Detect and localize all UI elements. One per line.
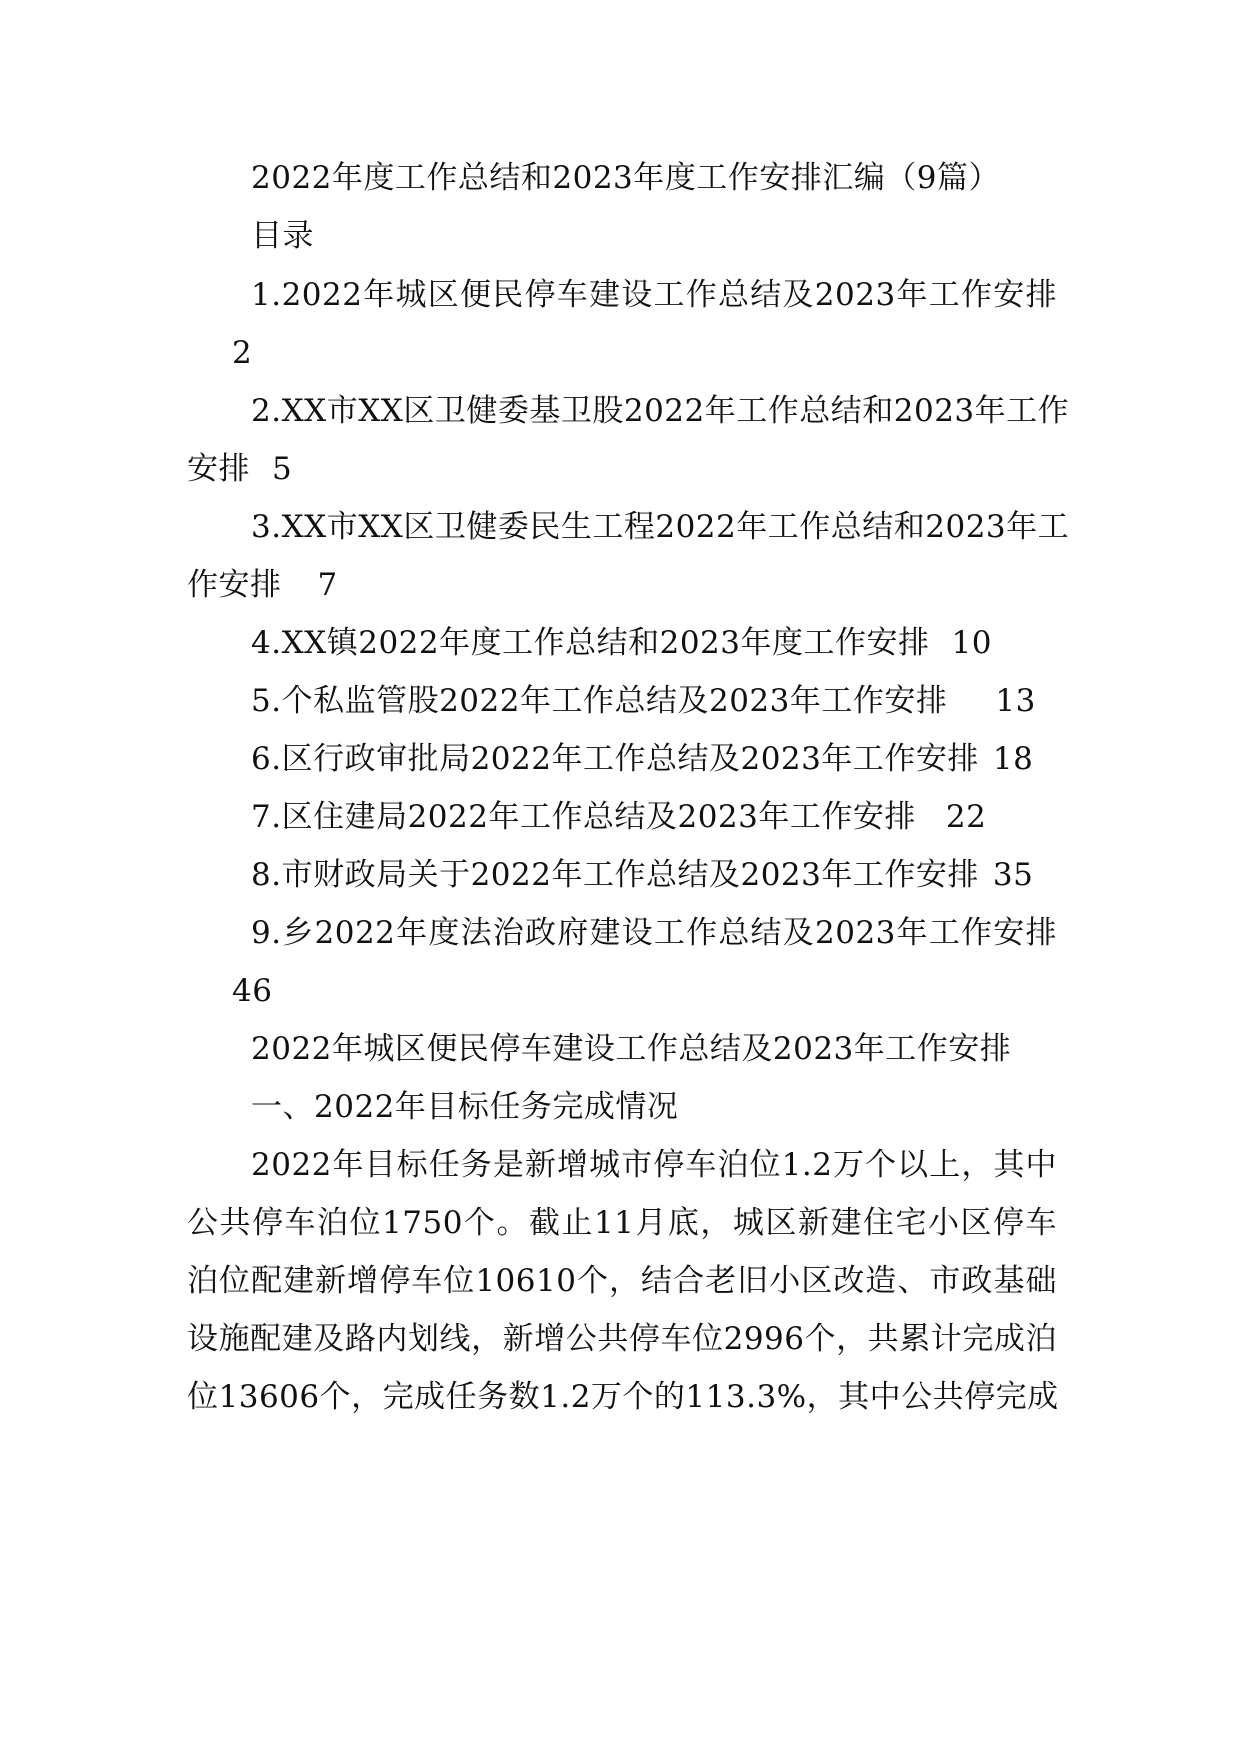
toc-entry-3-continuation[interactable]	[187, 565, 338, 605]
toc-entry-text: 7.区住建局2022年工作总结及2023年工作安排	[251, 799, 916, 835]
document-title: 2022年度工作总结和2023年度工作安排汇编（9篇）	[251, 160, 1001, 196]
toc-entry-text: 6.区行政审批局2022年工作总结及2023年工作安排	[251, 741, 979, 777]
toc-entry-7[interactable]	[251, 797, 986, 837]
toc-entry-8[interactable]	[251, 855, 1033, 895]
toc-entry-1[interactable]: 1.2022年城区便民停车建设工作总结及2023年工作安排	[251, 277, 1057, 313]
toc-entry-text: 5.个私监管股2022年工作总结及2023年工作安排	[251, 683, 948, 719]
toc-page-number: 46	[232, 973, 273, 1009]
section-title: 2022年城区便民停车建设工作总结及2023年工作安排	[251, 1031, 1012, 1067]
toc-page-number: 18	[992, 741, 1034, 777]
toc-entry-4[interactable]	[251, 623, 992, 663]
toc-page-number: 13	[995, 683, 1036, 719]
toc-entry-3[interactable]: 3.XX市XX区卫健委民生工程2022年工作总结和2023年工	[251, 509, 1070, 545]
toc-entry-2[interactable]: 2.XX市XX区卫健委基卫股2022年工作总结和2023年工作	[251, 393, 1070, 429]
body-text-line: 2022年目标任务是新增城市停车泊位1.2万个以上，其中	[251, 1147, 1057, 1183]
body-text-line: 设施配建及路内划线，新增公共停车位2996个，共累计完成泊	[187, 1321, 1057, 1357]
body-text-line: 泊位配建新增停车位10610个，结合老旧小区改造、市政基础	[187, 1263, 1057, 1299]
toc-page-number: 35	[992, 857, 1034, 893]
toc-page-number: 2	[232, 335, 253, 371]
toc-entry-text: 安排	[187, 451, 250, 487]
toc-entry-2-continuation[interactable]	[187, 449, 292, 489]
toc-heading: 目录	[251, 218, 314, 254]
toc-entry-text: 8.市财政局关于2022年工作总结及2023年工作安排	[251, 857, 979, 893]
toc-page-number: 10	[951, 625, 992, 661]
toc-page-number: 22	[945, 799, 987, 835]
toc-page-number: 5	[272, 451, 293, 487]
toc-page-number: 7	[317, 567, 338, 603]
body-text-line: 位13606个，完成任务数1.2万个的113.3%，其中公共停完成	[187, 1379, 1059, 1415]
toc-entry-text: 作安排	[187, 567, 282, 603]
toc-entry-6[interactable]	[251, 739, 1033, 779]
toc-entry-text: 4.XX镇2022年度工作总结和2023年度工作安排	[251, 625, 930, 661]
section-subheading: 一、2022年目标任务完成情况	[251, 1089, 679, 1125]
body-text-line: 公共停车泊位1750个。截止11月底，城区新建住宅小区停车	[187, 1205, 1057, 1241]
toc-entry-9[interactable]: 9.乡2022年度法治政府建设工作总结及2023年工作安排	[251, 915, 1057, 951]
toc-entry-5[interactable]	[251, 681, 1036, 721]
